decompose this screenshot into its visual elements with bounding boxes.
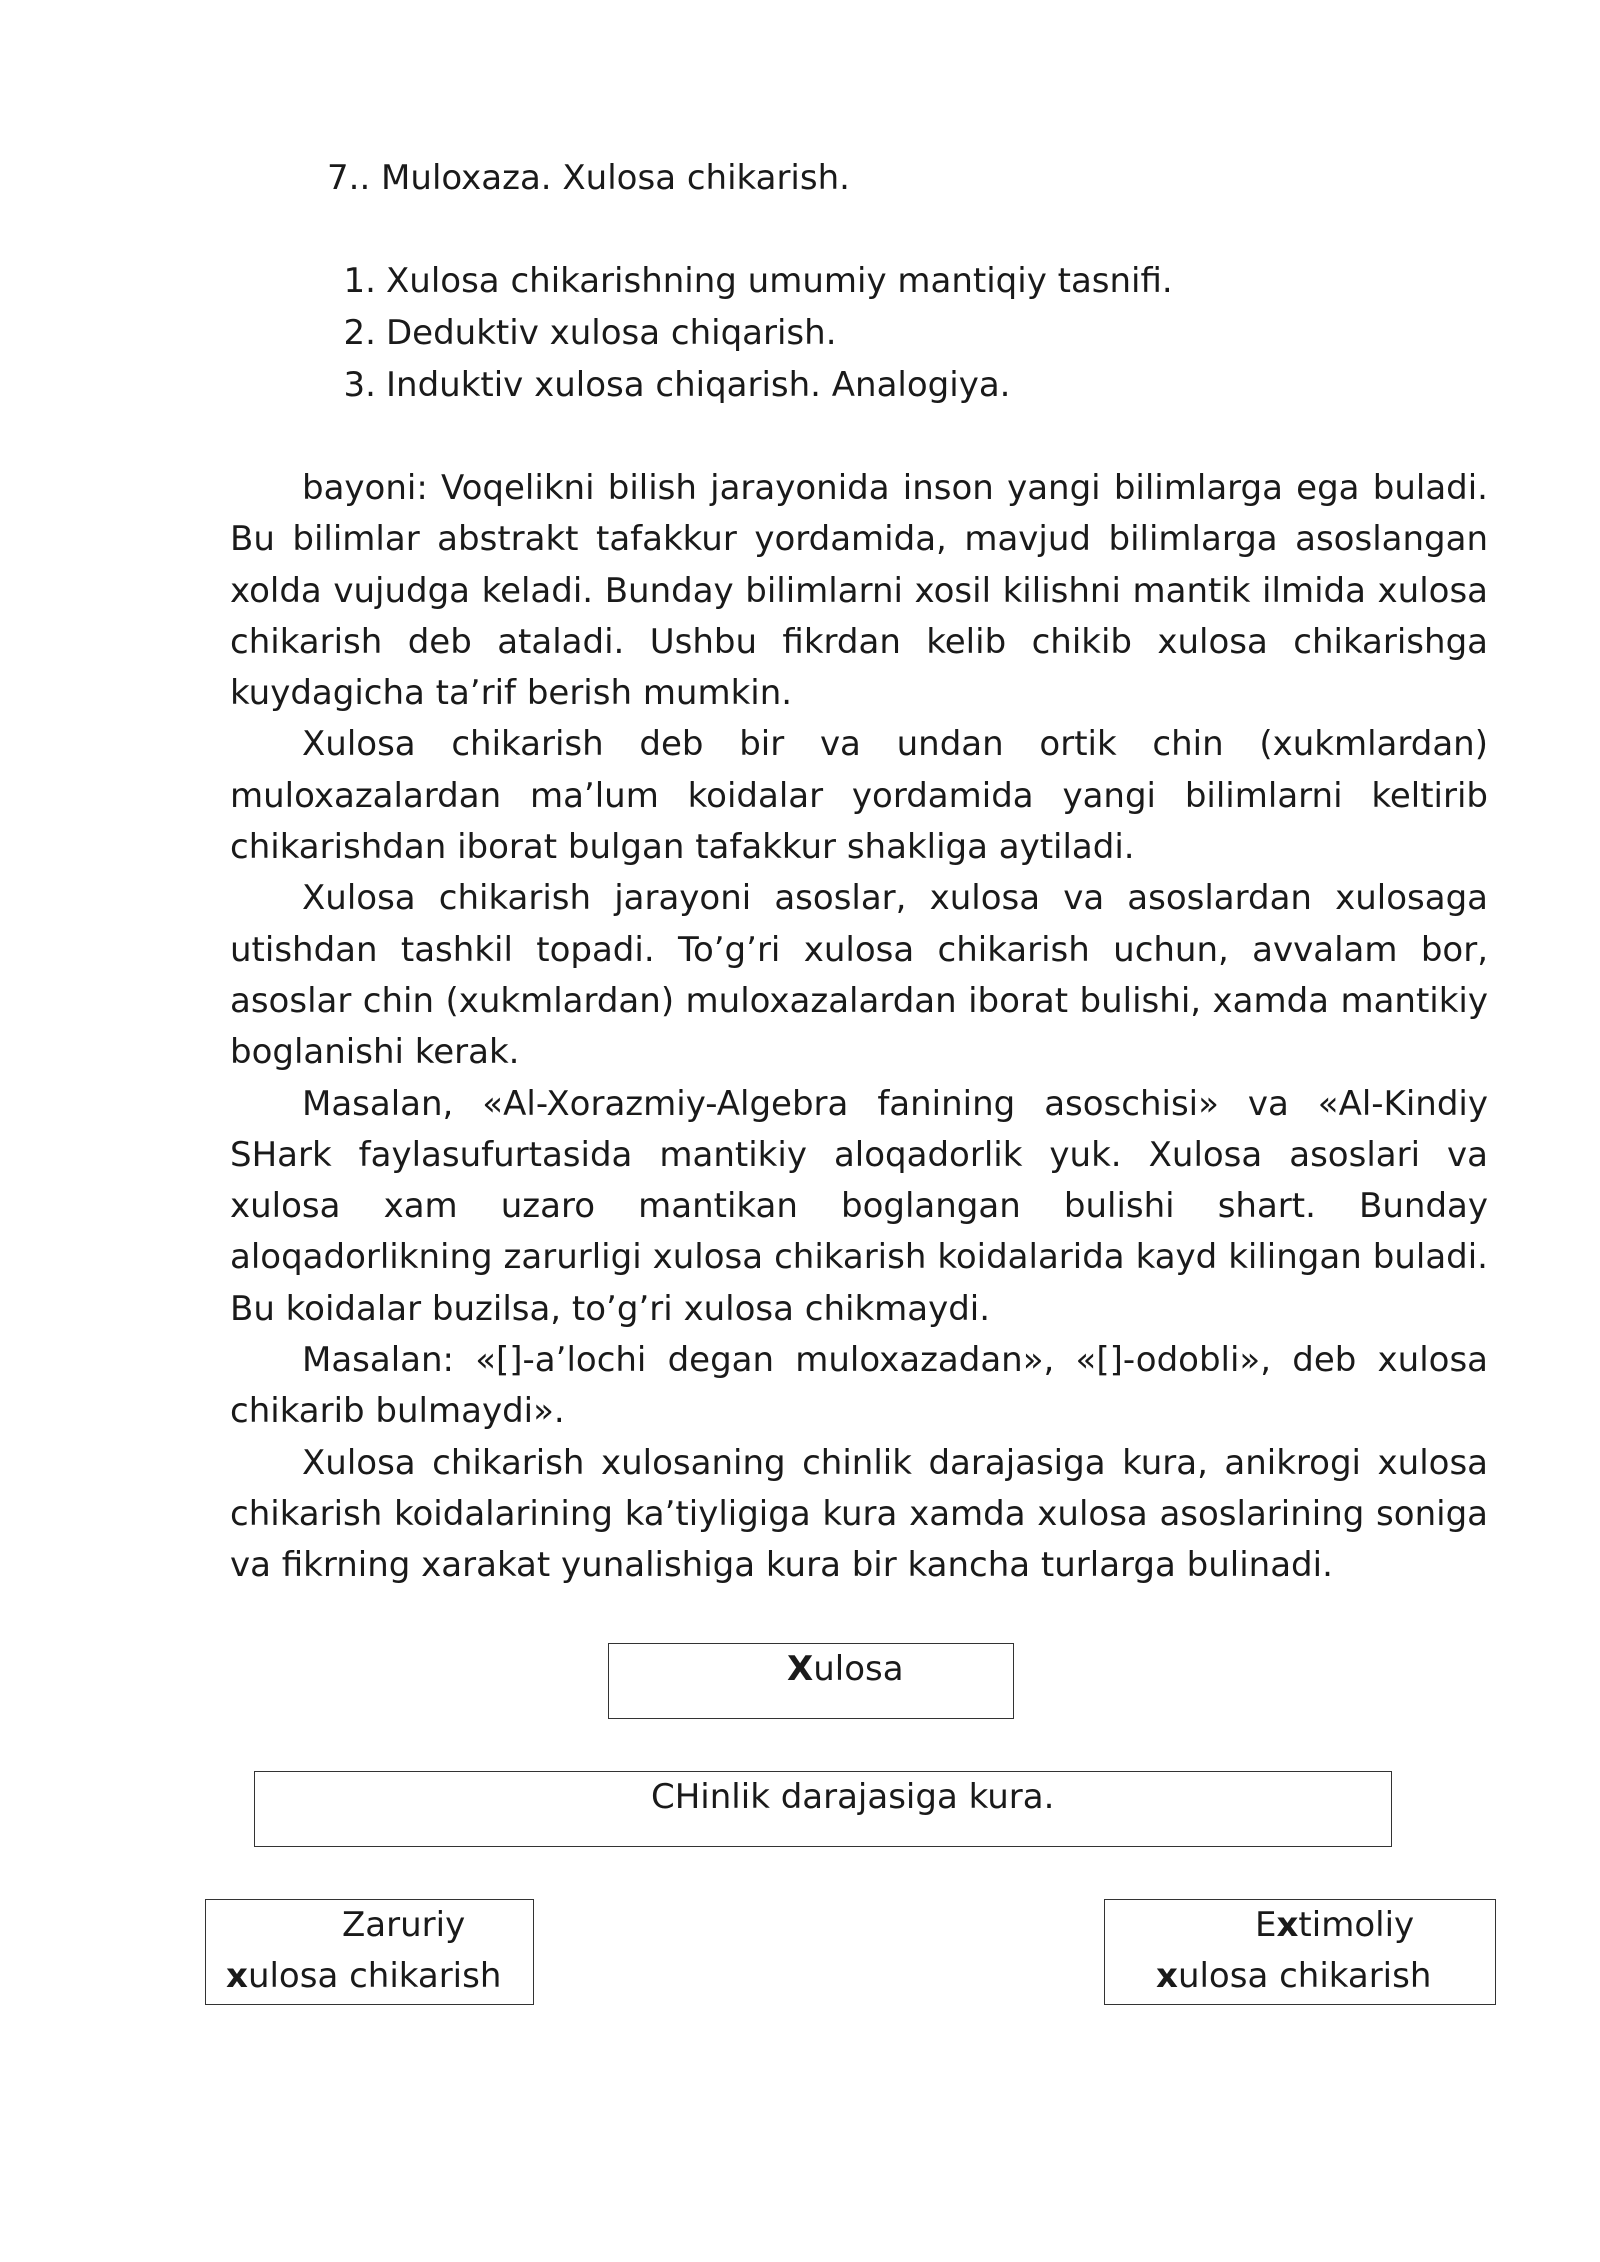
- paragraph: Xulosa chikarish xulosaning chinlik darajasiga kura, anikrogi xulosa chikarish koidalarining ka’tiyligiga kura xamda xulosa asoslarining soniga va fikrning xarakat yunalishiga kura bir kancha turlarga bulinadi.: [230, 1442, 1488, 1586]
- topic-list: [320, 255, 1173, 411]
- paragraph: Masalan: «[]-a’lochi degan muloxazadan», «[]-odobli», deb xulosa chikarib bulmaydi».: [230, 1340, 1488, 1432]
- paragraph: Masalan, «Al-Xorazmiy-Algebra fanining asoschisi» va «Al-Kindiy SHark faylasufurtasida mantikiy aloqadorlik yuk. Xulosa asoslari va xulosa xam uzaro mantikan boglangan bulishi shart. Bunday aloqadorlikning zarurligi xulosa chikarish koidalarida kayd kilingan buladi. Bu koidalar buzilsa, to’g’ri xulosa chikmaydi.: [230, 1083, 1488, 1329]
- list-item: [320, 307, 1173, 359]
- list-item: [320, 255, 1173, 307]
- list-number: 2.: [343, 313, 376, 353]
- diagram-necessary-subtitle: xulosa chikarish: [226, 1956, 502, 1996]
- paragraph: Xulosa chikarish deb bir va undan ortik chin (xukmlardan) muloxazalardan ma’lum koidalar yordamida yangi bilimlarni keltirib chikarishdan iborat bulgan tafakkur shakliga aytiladi.: [230, 724, 1488, 868]
- diagram-probable-subtitle: xulosa chikarish: [1156, 1956, 1432, 1996]
- diagram-criterion-label: CHinlik darajasiga kura.: [651, 1777, 1055, 1817]
- list-item: [320, 359, 1173, 411]
- diagram-necessary-title: Zaruriy: [342, 1905, 466, 1945]
- list-item-text: Induktiv xulosa chiqarish. Analogiya.: [386, 365, 1011, 405]
- diagram-probable-box: [1104, 1899, 1496, 2005]
- list-item-text: Xulosa chikarishning umumiy mantiqiy tasnifi.: [386, 261, 1173, 301]
- paragraph: Xulosa chikarish jarayoni asoslar, xulosa va asoslardan xulosaga utishdan tashkil topadi. To’g’ri xulosa chikarish uchun, avvalam bor, asoslar chin (xukmlardan) muloxazalardan iborat bulishi, xamda mantikiy boglanishi kerak.: [230, 878, 1488, 1073]
- diagram-criterion-box: [254, 1771, 1392, 1847]
- diagram-necessary-box: [205, 1899, 534, 2005]
- diagram-root-box: [608, 1643, 1014, 1719]
- body-text: [230, 463, 1488, 1592]
- list-item-text: Deduktiv xulosa chiqarish.: [386, 313, 837, 353]
- list-number: 3.: [343, 365, 376, 405]
- paragraph: bayoni: Voqelikni bilish jarayonida inson yangi bilimlarga ega buladi. Bu bilimlar abstrakt tafakkur yordamida, mavjud bilimlarga asoslangan xolda vujudga keladi. Bunday bilimlarni xosil kilishni mantik ilmida xulosa chikarish deb ataladi. Ushbu fikrdan kelib chikib xulosa chikarishga kuydagicha ta’rif berish mumkin.: [230, 468, 1488, 714]
- list-number: 1.: [343, 261, 376, 301]
- diagram-root-label: Xulosa: [787, 1649, 904, 1689]
- diagram-probable-title: Extimoliy: [1255, 1905, 1415, 1945]
- section-heading: 7.. Muloxaza. Xulosa chikarish.: [327, 158, 850, 198]
